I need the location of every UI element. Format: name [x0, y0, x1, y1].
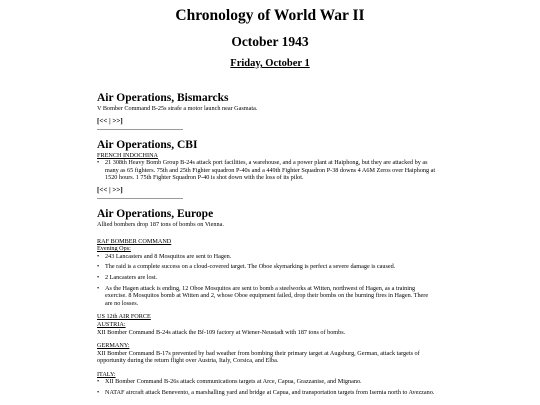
list-item-text: 2 Lancasters are lost.	[105, 273, 158, 281]
germany-heading: GERMANY:	[97, 342, 130, 350]
list-item-text: The raid is a complete success on a cloud-covered target. The Oboe skymarking is perfect a severe damage is caused.	[105, 263, 396, 271]
list-item	[97, 274, 437, 282]
section-text: V Bomber Command B-25s strafe a motor launch near Gasmata.	[97, 105, 258, 112]
evening-ops-heading: Evening Ops:	[97, 245, 131, 253]
nav-separator: |	[107, 116, 113, 125]
austria-text: XII Bomber Command B-24s attack the Bf-109 factory at Wiener-Neustadt with 187 tons of bombs.	[97, 328, 346, 336]
list-item	[97, 285, 437, 308]
list-item	[97, 159, 437, 182]
italy-heading: ITALY:	[97, 370, 116, 378]
next-day-link[interactable]: >>	[112, 185, 121, 194]
page-title: Chronology of World War II	[175, 7, 365, 24]
bullet-icon: •	[97, 252, 100, 260]
bullet-icon: •	[97, 273, 100, 281]
nav-bracket: [	[97, 185, 100, 194]
region-heading: FRENCH INDOCHINA	[97, 151, 159, 159]
bullet-icon: •	[97, 159, 100, 167]
section-title: Air Operations, Europe	[97, 207, 214, 220]
section-title: Air Operations, Bismarcks	[97, 92, 229, 104]
list-item	[97, 378, 437, 386]
bullet-icon: •	[97, 378, 100, 386]
section-title: Air Operations, CBI	[97, 138, 198, 151]
bullet-icon: •	[97, 284, 100, 292]
list-item-text: 21 308th Heavy Bomb Group B-24s attack port facilities, a warehouse, and a power plant at Haiphong, but they are attacked by as many as 65 fighters. 75th and 25th Fighter squadron P-40s and a 449th Fighter Squadron P-38 downs 4 A6M Zeros over Haiphong at 1520 hours. 1 75th Fighter Squadron P-40 is shot down with the loss of its pilot.	[105, 159, 436, 182]
prev-day-link[interactable]: <<	[99, 185, 108, 194]
list-item-text: NATAF aircraft attack Benevento, a marshalling yard and bridge at Capua, and transportation targets from Isernia north to Avezzano.	[105, 389, 435, 397]
usaf-heading: US 12th AIR FORCE	[97, 313, 151, 321]
nav-separator: |	[107, 185, 113, 194]
list-item	[97, 389, 437, 397]
section-intro: Allied bombers drop 187 tons of bombs on Vienna.	[97, 220, 224, 228]
list-item	[97, 263, 437, 271]
page-day: Friday, October 1	[230, 58, 310, 69]
prev-day-link[interactable]: <<	[99, 116, 108, 125]
main-content	[97, 92, 437, 397]
bullet-icon: •	[97, 263, 100, 271]
list-item	[97, 253, 437, 261]
day-nav	[97, 186, 437, 195]
austria-heading: AUSTRIA:	[97, 320, 126, 328]
bullet-icon: •	[97, 389, 100, 397]
section-bismarcks	[97, 92, 437, 130]
section-cbi	[97, 139, 437, 199]
next-day-link[interactable]: >>	[112, 116, 121, 125]
list-item-text: XII Bomber Command B-26s attack communications targets at Arce, Capua, Grazzanise, and Mignano.	[105, 378, 362, 386]
page-month: October 1943	[231, 34, 309, 49]
list-item-text: As the Hagen attack is ending, 12 Oboe Mosquitos are sent to bomb a steelworks at Witten, northwest of Hagen, as a training exercise. 8 Mosquitos bomb at Witten and 2, whose Oboe equipment failed, drop their bombs on the burning fires in Hagen. There are no losses.	[105, 284, 429, 307]
nav-bracket: ]	[120, 116, 123, 125]
day-nav	[97, 117, 437, 126]
nav-bracket: [	[97, 116, 100, 125]
raf-heading: RAF BOMBER COMMAND	[97, 237, 172, 245]
section-europe	[97, 208, 437, 397]
list-item-text: 243 Lancasters and 8 Mosquitos are sent to Hagen.	[105, 252, 232, 260]
nav-bracket: ]	[120, 185, 123, 194]
germany-text: XII Bomber Command B-17s prevented by bad weather from bombing their primary target at Augsburg, German, attack targets of opportunity during the return flight over Austria, Italy, Corsica, and Elba.	[97, 349, 420, 365]
